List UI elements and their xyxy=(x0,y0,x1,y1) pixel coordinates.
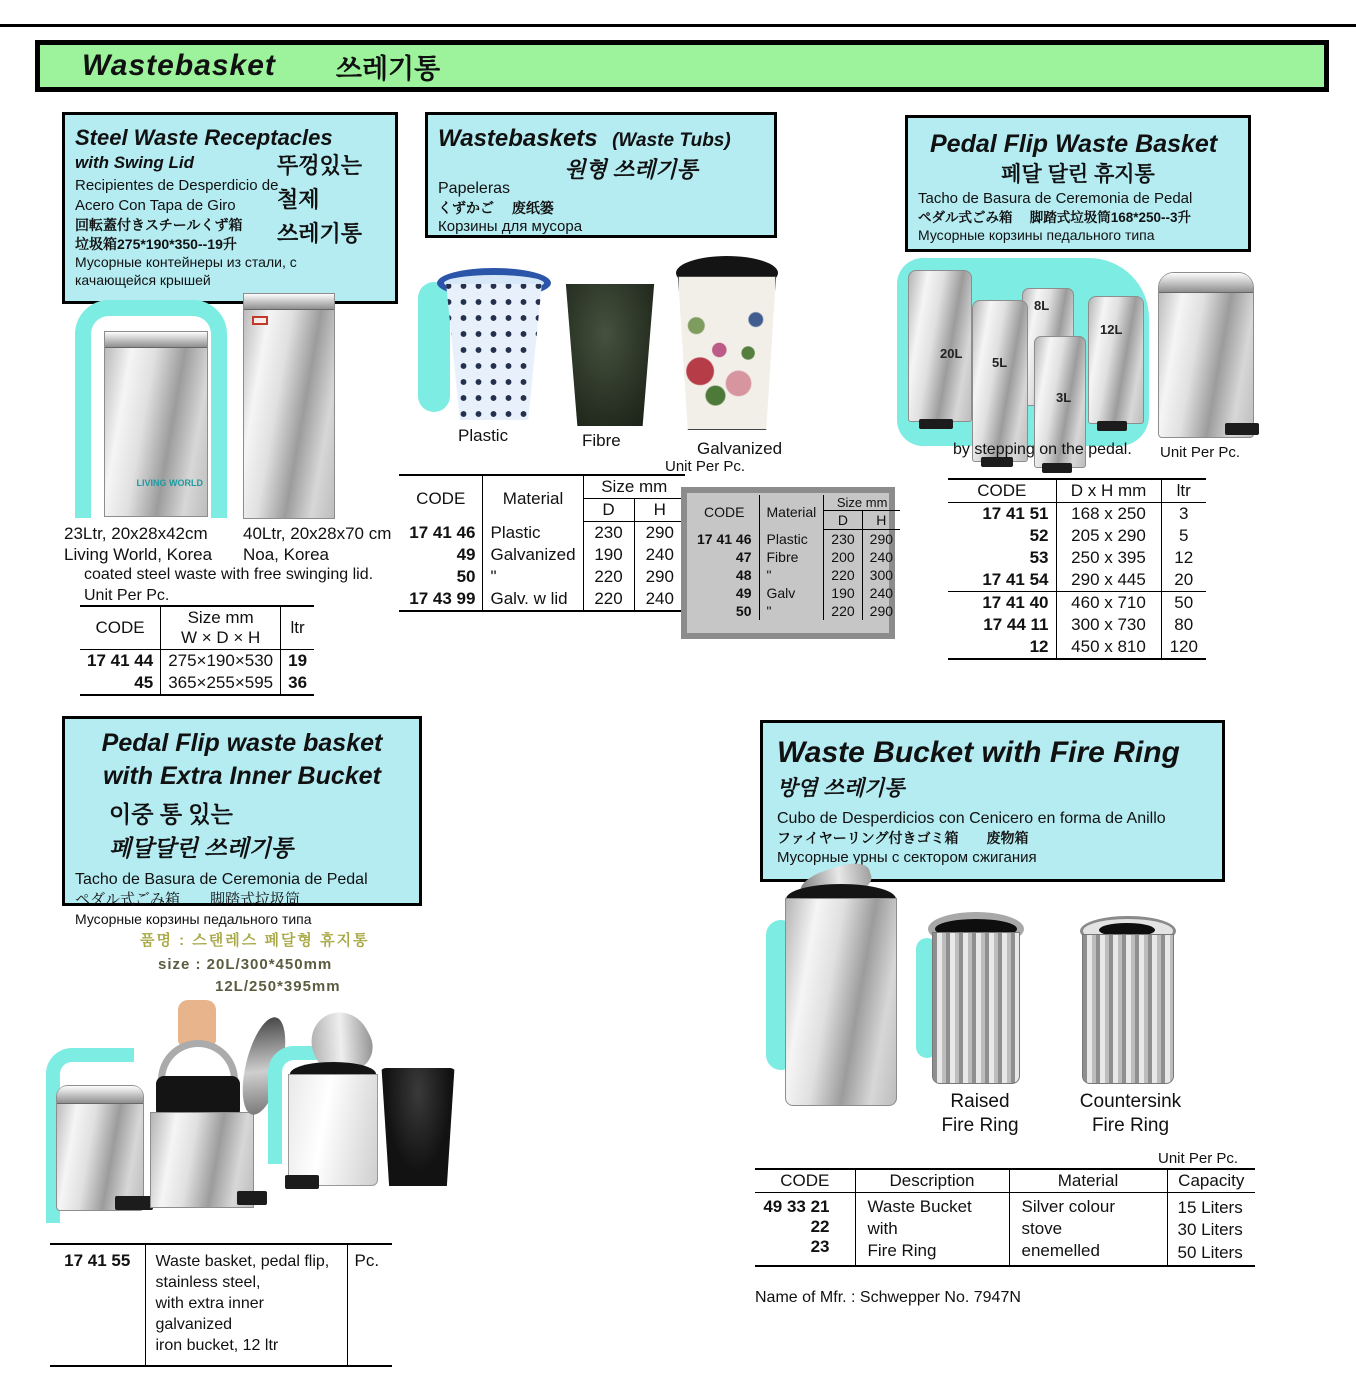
caption-plastic: Plastic xyxy=(458,426,509,445)
material-line1: Silver colour stove xyxy=(1021,1196,1116,1238)
cell-size: 365×255×595 xyxy=(161,672,281,695)
pedal-caption: by stepping on the pedal. xyxy=(953,441,1132,458)
cell-material: " xyxy=(759,566,824,584)
cell-code: 17 41 55 xyxy=(50,1244,145,1366)
panel-text-ru: Мусорные урны с сектором сжигания xyxy=(777,848,1037,866)
cell-d: 190 xyxy=(583,544,634,566)
panel-title: Steel Waste Receptacles xyxy=(75,125,333,150)
cell-d: 230 xyxy=(824,530,862,549)
panel-text-ru2: качающейся крышей xyxy=(75,272,211,289)
fire-unit-per-pc: Unit Per Pc. xyxy=(1158,1150,1239,1167)
col-h: H xyxy=(862,511,900,530)
steel-bin-small-image xyxy=(104,331,208,517)
cell-description xyxy=(855,1193,1009,1267)
steel-note: coated steel waste with free swinging lid. xyxy=(84,566,374,583)
cell-code: 48 xyxy=(735,567,752,583)
col-code: CODE xyxy=(704,504,745,521)
cell-material: Galv. w lid xyxy=(483,588,583,611)
steel-table xyxy=(80,605,314,696)
bin-lid xyxy=(105,332,207,348)
bin1-maker: Living World, Korea xyxy=(64,545,213,565)
col-d: D xyxy=(583,499,634,522)
cell-h: 290 xyxy=(862,530,900,549)
caption-raised xyxy=(930,1090,1030,1138)
caption-countersink-line1: Countersink xyxy=(1079,1091,1182,1112)
panel-text-kr2: 페달달린 쓰레기통 xyxy=(109,835,294,862)
cell-h: 300 xyxy=(862,566,900,584)
col-capacity: Capacity xyxy=(1167,1169,1255,1193)
cell-size: 460 x 710 xyxy=(1056,592,1161,615)
pedal-bin-single-image xyxy=(1158,272,1254,438)
inner-green-line3: 12L/250*395mm xyxy=(215,978,341,995)
panel-subtitle: with Swing Lid xyxy=(75,153,194,173)
cell-code: 17 41 54 xyxy=(948,569,1056,592)
col-d: D xyxy=(824,511,862,530)
bin-label-5l: 5L xyxy=(992,355,1008,370)
pedal-bin-body-image xyxy=(150,1112,254,1208)
cell-material: Fibre xyxy=(759,548,824,566)
table-row xyxy=(80,650,314,673)
cell-h: 290 xyxy=(634,522,685,545)
desc-line2: Fire Ring xyxy=(867,1241,937,1261)
panel-text-ja: 回転蓋付きスチールくず箱 xyxy=(75,217,243,234)
col-size-line2: W × D × H xyxy=(180,628,261,647)
cell-size: 450 x 810 xyxy=(1056,636,1161,659)
pedal-bin-12l-image xyxy=(1088,296,1144,424)
steel-unit-per-pc: Unit Per Pc. xyxy=(84,587,170,604)
tubs-table-gray-frame xyxy=(681,487,895,639)
cell-description xyxy=(145,1244,347,1366)
cell-codes xyxy=(755,1193,855,1267)
table-row xyxy=(399,566,685,588)
cell-size: 275×190×530 xyxy=(161,650,281,673)
cell-material: " xyxy=(483,566,583,588)
table-row xyxy=(50,1244,392,1366)
cell-ltr: 80 xyxy=(1161,614,1206,636)
table-row xyxy=(948,614,1206,636)
pedal-table xyxy=(948,478,1206,660)
col-code: CODE xyxy=(948,479,1056,503)
cell-ltr: 36 xyxy=(281,672,314,695)
caption-fibre: Fibre xyxy=(582,431,621,450)
cell-code: 17 44 11 xyxy=(983,615,1049,634)
cell-d: 220 xyxy=(583,566,634,588)
cell-material xyxy=(1009,1193,1167,1267)
cell-code: 17 41 46 xyxy=(409,522,476,542)
manufacturer-note: Name of Mfr. : Schwepper No. 7947N xyxy=(755,1289,1021,1306)
fire-table xyxy=(755,1168,1255,1267)
panel-wastebaskets xyxy=(425,112,777,238)
tubs-table xyxy=(399,474,685,612)
cell-h: 290 xyxy=(634,566,685,588)
cell-code: 47 xyxy=(735,549,752,565)
cell-code: 17 43 99 xyxy=(399,588,483,611)
panel-steel-waste-receptacles xyxy=(62,112,398,304)
panel-text-kr: 원형 쓰레기통 xyxy=(564,156,698,182)
page-title: Wastebasket xyxy=(82,49,276,82)
inner-table xyxy=(50,1243,392,1367)
cell-ltr: 5 xyxy=(1161,525,1206,547)
table-row xyxy=(399,544,685,566)
table-row xyxy=(690,566,900,584)
table-row xyxy=(690,530,900,549)
cell-material: Plastic xyxy=(483,522,583,545)
open-pedal-bin-image xyxy=(288,1074,378,1186)
panel-text-es2: Acero Con Tapa de Giro xyxy=(75,197,236,215)
caption-countersink-line2: Fire Ring xyxy=(1091,1114,1170,1136)
panel-text-ru: Мусорные корзины педального типа xyxy=(918,227,1155,244)
code-line1: 49 33 21 xyxy=(763,1197,830,1216)
cell-code: 17 41 40 xyxy=(982,593,1049,612)
cell-size: 300 x 730 xyxy=(1056,614,1161,636)
panel-title: Wastebaskets xyxy=(438,125,598,152)
black-bucket-image xyxy=(380,1068,456,1186)
col-code: CODE xyxy=(399,475,483,522)
table-row xyxy=(690,548,900,566)
panel-text-ru: Корзины для мусора xyxy=(438,218,583,236)
panel-title-row xyxy=(438,123,764,155)
table-row xyxy=(948,547,1206,569)
col-size: D x H mm xyxy=(1056,479,1161,503)
panel-text-kr1: 뚜껑있는 xyxy=(277,153,363,178)
cell-d: 190 xyxy=(824,584,862,602)
cell-capacity xyxy=(1167,1193,1255,1267)
capacity-line1: 15 Liters xyxy=(1177,1198,1243,1217)
desc-line1: Waste Bucket with xyxy=(867,1196,972,1238)
table-row xyxy=(948,592,1206,615)
panel-fire-ring xyxy=(760,720,1225,882)
col-code: CODE xyxy=(80,606,161,650)
col-size-line1: Size mm xyxy=(187,608,254,627)
capacity-line2: 30 Liters xyxy=(1177,1220,1243,1240)
fire-bucket-large-image xyxy=(785,898,897,1106)
cell-ltr: 50 xyxy=(1161,592,1206,615)
table-row xyxy=(399,588,685,611)
capacity-line3: 50 Liters xyxy=(1177,1242,1243,1262)
col-size: Size mm xyxy=(583,475,685,499)
cell-h: 290 xyxy=(862,602,900,620)
cell-unit: Pc. xyxy=(347,1244,392,1366)
bin-label-8l: 8L xyxy=(1034,298,1050,313)
col-ltr: ltr xyxy=(281,606,314,650)
bin-caption-2 xyxy=(243,523,418,566)
cell-ltr: 12 xyxy=(1161,547,1206,569)
desc-line4: iron bucket, 12 ltr xyxy=(155,1337,279,1355)
panel-text-ja-zh: ペダル式ごみ箱 脚踏式垃圾筒168*250--3升 xyxy=(918,209,1192,225)
panel-title: Pedal Flip waste basket xyxy=(101,729,383,757)
table-row xyxy=(948,503,1206,526)
cell-d: 230 xyxy=(583,522,634,545)
col-description: Description xyxy=(855,1169,1009,1193)
panel-title: Waste Bucket with Fire Ring xyxy=(777,736,1180,769)
bin-label-20l: 20L xyxy=(940,346,963,361)
desc-line2: stainless steel, xyxy=(155,1274,261,1292)
galvanized-bin-image xyxy=(678,276,776,430)
col-material: Material xyxy=(1009,1169,1167,1193)
cell-code: 50 xyxy=(456,567,476,586)
tubs-unit-per-pc: Unit Per Pc. xyxy=(665,458,746,475)
cell-h: 240 xyxy=(634,544,685,566)
panel-title-2: (Waste Tubs) xyxy=(612,130,731,151)
col-code: CODE xyxy=(755,1169,855,1193)
panel-text-es: Tacho de Basura de Ceremonia de Pedal xyxy=(918,189,1193,207)
cell-d: 220 xyxy=(824,566,862,584)
panel-pedal-flip xyxy=(905,115,1251,252)
cell-d: 200 xyxy=(824,548,862,566)
raised-ring-bucket-image xyxy=(932,932,1020,1084)
panel-text-ru: Мусорные корзины педального типа xyxy=(75,910,312,927)
cell-code: 45 xyxy=(80,672,161,695)
panel-text-ja-zh: くずかご 废纸篓 xyxy=(438,199,554,216)
desc-line1: Waste basket, pedal flip, xyxy=(155,1253,330,1270)
caption-raised-line2: Fire Ring xyxy=(941,1114,1019,1136)
panel-text-kr-block xyxy=(277,149,385,251)
cell-code: 53 xyxy=(1029,548,1049,567)
cell-code: 17 41 51 xyxy=(982,504,1049,523)
panel-text-kr: 페달 달린 휴지통 xyxy=(1001,163,1155,186)
cell-code: 52 xyxy=(1029,526,1049,545)
cell-ltr: 3 xyxy=(1161,503,1206,526)
cell-size: 250 x 395 xyxy=(1056,547,1161,569)
cell-material: Galvanized xyxy=(483,544,583,566)
cyan-highlight xyxy=(418,282,450,412)
cell-code: 50 xyxy=(735,603,752,619)
bin-label-12l: 12L xyxy=(1100,322,1123,337)
cell-code: 17 41 46 xyxy=(697,530,752,547)
bin2-size: 40Ltr, 20x28x70 cm xyxy=(243,524,392,543)
col-size xyxy=(161,606,281,650)
table-row xyxy=(690,584,900,602)
table-row xyxy=(690,602,900,620)
table-row xyxy=(399,522,685,545)
panel-text-es: Tacho de Basura de Ceremonia de Pedal xyxy=(75,870,368,888)
panel-text-zh: 垃圾箱275*190*350--19升 xyxy=(75,235,237,252)
cell-code: 12 xyxy=(948,636,1056,659)
cell-d: 220 xyxy=(824,602,862,620)
pedal-unit-per-pc: Unit Per Pc. xyxy=(1160,444,1241,461)
cell-size: 205 x 290 xyxy=(1056,525,1161,547)
cell-material: " xyxy=(759,602,824,620)
panel-text-es: Papeleras xyxy=(438,179,511,197)
panel-inner-bucket xyxy=(62,716,422,927)
table-row xyxy=(755,1193,1255,1267)
code-line2: 22 xyxy=(810,1217,830,1236)
col-size: Size mm xyxy=(824,495,900,511)
cell-h: 240 xyxy=(634,588,685,611)
top-rule xyxy=(0,24,1356,27)
page-title-korean: 쓰레기통 xyxy=(335,53,441,84)
cell-code: 17 41 44 xyxy=(87,651,154,670)
panel-text-kr3: 쓰레기통 xyxy=(277,221,363,247)
cell-ltr: 120 xyxy=(1161,636,1206,659)
panel-text-es: Recipientes de Desperdicio de xyxy=(75,177,279,195)
inner-green-line2: size : 20L/300*450mm xyxy=(158,956,333,973)
panel-text-ru: Мусорные контейнеры из стали, с xyxy=(75,254,297,270)
col-ltr: ltr xyxy=(1161,479,1206,503)
tubs-table-gray xyxy=(690,495,900,620)
panel-text-es: Cubo de Desperdicios con Cenicero en forma de Anillo xyxy=(777,810,1166,828)
cell-material: Plastic xyxy=(759,530,824,549)
panel-text-ja-zh: ペダル式ごみ箱 脚踏式垃圾筒 xyxy=(75,890,301,908)
pedal-bin-closed-image xyxy=(56,1085,144,1211)
panel-text-kr1: 이중 통 있는 xyxy=(109,801,233,827)
cell-material: Galv xyxy=(759,584,824,602)
panel-title: Pedal Flip Waste Basket xyxy=(930,130,1218,158)
countersink-bucket-image xyxy=(1082,934,1174,1084)
cell-size: 290 x 445 xyxy=(1056,569,1161,592)
table-row xyxy=(80,672,314,695)
cell-size: 168 x 250 xyxy=(1056,503,1161,526)
cell-ltr: 19 xyxy=(281,650,314,673)
col-material: Material xyxy=(483,475,583,522)
material-line2: enemelled xyxy=(1021,1241,1100,1261)
bin-caption-1 xyxy=(64,523,244,566)
cell-ltr: 20 xyxy=(1161,569,1206,592)
col-h: H xyxy=(634,499,685,522)
panel-text-ja-zh: ファイヤーリング付きゴミ箱 废物箱 xyxy=(777,830,1029,847)
page-title-bar xyxy=(35,40,1329,92)
cell-d: 220 xyxy=(583,588,634,611)
code-line3: 23 xyxy=(810,1237,830,1256)
brand-tag xyxy=(252,316,268,325)
fibre-tub-image xyxy=(562,284,658,426)
plastic-basket-image xyxy=(437,284,551,420)
cell-code: 49 xyxy=(456,545,476,564)
desc-line3: with extra inner galvanized xyxy=(155,1295,264,1334)
caption-galvanized: Galvanized xyxy=(697,439,783,458)
panel-text-kr2: 철제 xyxy=(277,187,320,213)
bin-lid xyxy=(244,294,334,310)
table-row xyxy=(948,636,1206,659)
cell-h: 240 xyxy=(862,584,900,602)
bin-label-3l: 3L xyxy=(1056,390,1072,405)
inner-green-line1: 품명 : 스탠레스 페달형 휴지통 xyxy=(140,932,370,949)
caption-countersink xyxy=(1068,1090,1193,1138)
steel-bin-large-image xyxy=(243,293,335,519)
panel-title-2: with Extra Inner Bucket xyxy=(103,762,381,790)
panel-text-kr: 방염 쓰레기통 xyxy=(777,776,905,800)
table-row xyxy=(948,525,1206,547)
cell-code: 49 xyxy=(735,585,752,601)
living-world-watermark: LIVING WORLD xyxy=(136,478,203,488)
cell-h: 240 xyxy=(862,548,900,566)
col-material: Material xyxy=(759,495,824,530)
bin1-size: 23Ltr, 20x28x42cm xyxy=(64,524,208,543)
caption-raised-line1: Raised xyxy=(950,1091,1010,1112)
pedal-bin-5l-image xyxy=(972,300,1028,462)
bin2-maker: Noa, Korea xyxy=(243,545,329,565)
table-row xyxy=(948,569,1206,592)
